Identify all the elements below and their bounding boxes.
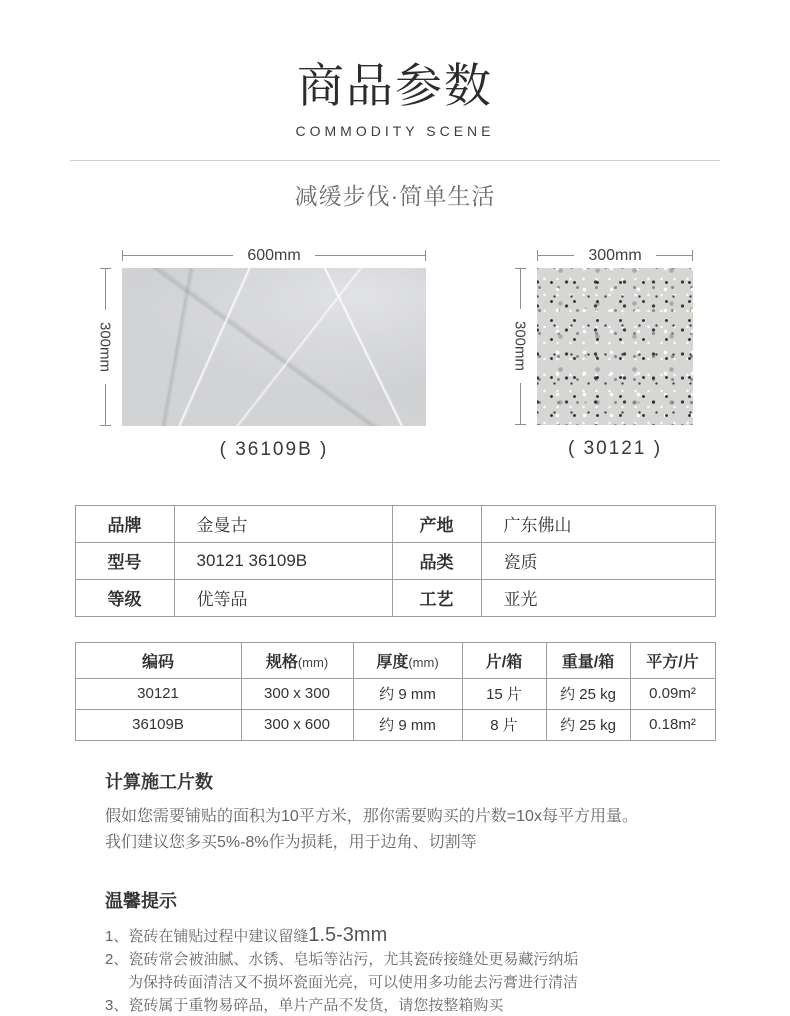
header-label: 重量/箱 xyxy=(561,653,615,671)
table-row xyxy=(75,542,715,579)
header-label: 平方/片 xyxy=(646,653,699,671)
width-dimension-label: 300mm xyxy=(588,246,642,264)
tip-item-3: 3、瓷砖属于重物易碎品，单片产品不发货，请您按整箱购买 xyxy=(105,996,504,1014)
dimension-line xyxy=(123,255,233,256)
spec-table xyxy=(75,642,716,741)
info-value-brand: 金曼古 xyxy=(174,505,392,542)
page-title: 商品参数 xyxy=(297,59,493,112)
spec-row-30121 xyxy=(75,678,715,709)
dimension-tick xyxy=(515,424,526,425)
tile-code-label: ( 30121 ) xyxy=(567,437,663,459)
table-row xyxy=(75,505,715,542)
info-value-finish: 亚光 xyxy=(481,579,715,616)
spec-header-area-per-piece xyxy=(630,642,715,678)
header-label: 厚度 xyxy=(376,653,409,671)
terrazzo-tile-image xyxy=(537,268,693,425)
dimension-line xyxy=(105,384,106,425)
spec-cell: 约 9 mm xyxy=(353,709,462,740)
info-value-category: 瓷质 xyxy=(481,542,715,579)
header-label: 规格 xyxy=(265,653,298,671)
dimension-tick xyxy=(692,250,693,261)
tile-samples-row xyxy=(0,248,790,461)
tips-heading: 温馨提示 xyxy=(105,890,177,911)
dimension-line xyxy=(656,255,692,256)
tip-1-text: 1、瓷砖在铺贴过程中建议留缝 xyxy=(105,927,309,945)
info-value-grade: 优等品 xyxy=(174,579,392,616)
dimension-line xyxy=(520,383,521,423)
info-key-model: 型号 xyxy=(75,542,174,579)
header-unit: (mm) xyxy=(408,654,439,670)
info-key-category: 品类 xyxy=(392,542,481,579)
spec-cell: 约 25 kg xyxy=(546,709,630,740)
tips-section xyxy=(75,887,715,1016)
marble-tile-image xyxy=(122,268,426,426)
spec-cell: 0.18m² xyxy=(630,709,715,740)
info-value-origin: 广东佛山 xyxy=(481,505,715,542)
header-label: 编码 xyxy=(141,653,174,671)
dimension-line xyxy=(520,269,521,309)
info-key-brand: 品牌 xyxy=(75,505,174,542)
tagline: 减缓步伐·简单生活 xyxy=(294,182,496,209)
dimension-line xyxy=(105,269,106,310)
width-dimension xyxy=(122,248,426,264)
info-key-origin: 产地 xyxy=(392,505,481,542)
spec-cell: 300 x 300 xyxy=(241,678,353,709)
spec-cell: 约 25 kg xyxy=(546,678,630,709)
header-unit: (mm) xyxy=(297,654,329,670)
info-key-grade: 等级 xyxy=(75,579,174,616)
info-value-model: 30121 36109B xyxy=(174,542,392,579)
tips-list xyxy=(105,925,715,1016)
product-info-table xyxy=(75,505,716,617)
spec-cell: 约 9 mm xyxy=(353,678,462,709)
dimension-tick xyxy=(425,250,426,261)
tip-item-2: 2、瓷砖常会被油腻、水锈、皂垢等沾污，尤其瓷砖接缝处更易藏污纳垢 xyxy=(105,950,579,968)
height-dimension xyxy=(512,268,528,425)
spec-header-code xyxy=(75,642,241,678)
calc-line-2: 我们建议您多买5%-8%作为损耗，用于边角、切割等 xyxy=(105,833,477,851)
spec-cell: 300 x 600 xyxy=(241,709,353,740)
spec-header-size xyxy=(241,642,353,678)
dimension-tick xyxy=(100,425,111,426)
tip-item-2-continued: 为保持砖面清洁又不损坏瓷面光亮，可以使用多功能去污膏进行清洁 xyxy=(128,973,579,991)
header-label: 片/箱 xyxy=(485,653,523,671)
spec-cell: 0.09m² xyxy=(630,678,715,709)
spec-cell: 36109B xyxy=(75,709,241,740)
tile-figure-30121 xyxy=(512,248,693,460)
info-key-finish: 工艺 xyxy=(392,579,481,616)
height-dimension-label: 300mm xyxy=(96,321,114,372)
spec-header-thickness xyxy=(353,642,462,678)
width-dimension xyxy=(537,248,693,264)
spec-cell: 8 片 xyxy=(462,709,546,740)
spec-cell: 30121 xyxy=(75,678,241,709)
calc-section xyxy=(75,768,715,856)
spec-row-36109b xyxy=(75,709,715,740)
header xyxy=(0,0,790,211)
table-row xyxy=(75,579,715,616)
tip-item-1 xyxy=(105,925,715,947)
width-dimension-label: 600mm xyxy=(247,246,301,264)
tile-figure-36109b xyxy=(97,248,426,461)
height-dimension-label: 300mm xyxy=(511,321,529,372)
spec-header-row xyxy=(75,642,715,678)
dimension-line xyxy=(315,255,425,256)
spec-header-weight-per-box xyxy=(546,642,630,678)
calc-line-1: 假如您需要铺贴的面积为10平方米，那你需要购买的片数=10x每平方用量。 xyxy=(105,807,638,825)
dimension-line xyxy=(538,255,574,256)
page-subtitle: COMMODITY SCENE xyxy=(295,122,495,139)
height-dimension xyxy=(97,268,113,426)
spec-header-pieces-per-box xyxy=(462,642,546,678)
header-divider xyxy=(70,160,720,161)
spec-cell: 15 片 xyxy=(462,678,546,709)
tile-code-label: ( 36109B ) xyxy=(219,438,329,460)
calc-heading: 计算施工片数 xyxy=(105,771,213,792)
tip-1-gap-size: 1.5-3mm xyxy=(308,923,388,946)
